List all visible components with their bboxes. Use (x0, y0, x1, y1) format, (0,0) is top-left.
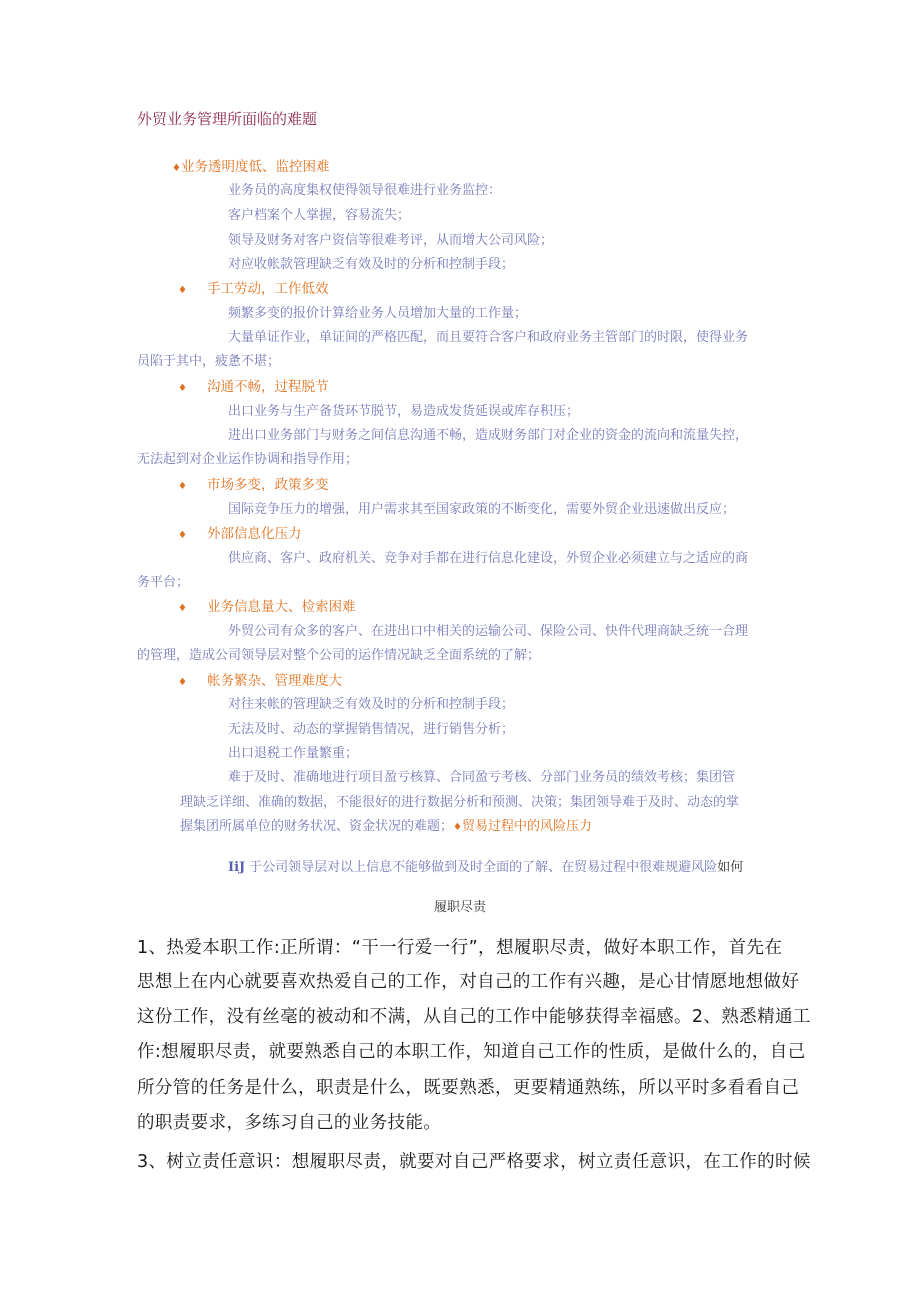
diamond-bullet-icon: ♦ (178, 677, 187, 688)
body-line: 1、热爱本职工作:正所谓：“干一行爱一行”，想履职尽责，做好本职工作，首先在 (137, 938, 783, 958)
section-line: 对应收帐款管理缺乏有效及时的分析和控制手段； (228, 257, 515, 272)
diamond-bullet-icon: ♦ (178, 603, 187, 614)
body-line: 的职责要求，多练习自己的业务技能。 (137, 1113, 442, 1133)
section-line: 无法及时、动态的掌握销售情况，进行销售分析； (228, 722, 515, 737)
section-heading (178, 525, 301, 545)
section-line: 理缺乏详细、准确的数据，不能很好的进行数据分析和预测、决策；集团领导难于及时、动态的掌 (180, 795, 740, 810)
body-line: 所分管的任务是什么，职责是什么，既要熟悉，更要精通熟练，所以平时多看看自己 (137, 1078, 800, 1098)
risk-line-prefix: IiJ (228, 860, 246, 875)
section-heading-text: 市场多变，政策多变 (206, 477, 329, 493)
risk-line-suffix: 如何 (717, 860, 744, 875)
body-line: 这份工作，没有丝毫的被动和不满，从自己的工作中能够获得幸福感。2、熟悉精通工 (137, 1007, 811, 1027)
section-line: 客户档案个人掌握，容易流失； (228, 208, 411, 223)
section-line: 业务员的高度集权使得领导很难进行业务监控： (228, 183, 502, 198)
section-heading (178, 598, 355, 618)
body-line: 思想上在内心就要喜欢热爱自己的工作，对自己的工作有兴趣，是心甘情愿地想做好 (137, 972, 800, 992)
section-line: 务平台； (137, 575, 190, 590)
section-line: 进出口业务部门与财务之间信息沟通不畅，造成财务部门对企业的资金的流向和流量失控， (228, 428, 749, 443)
section-heading (178, 672, 342, 692)
body-line: 作:想履职尽责，就要熟悉自己的本职工作，知道自己工作的性质，是做什么的，自己 (137, 1042, 806, 1062)
diamond-bullet-icon: ♦ (178, 530, 187, 541)
page-title: 外贸业务管理所面临的难题 (137, 110, 318, 128)
section-line: 供应商、客户、政府机关、竞争对手都在进行信息化建设，外贸企业必须建立与之适应的商 (228, 551, 749, 566)
section-heading-text: 业务透明度低、监控困难 (180, 159, 330, 175)
section-heading (178, 280, 328, 300)
section-line: 大量单证作业，单证间的严格匹配，而且要符合客户和政府业务主管部门的时限，使得业务 (228, 330, 749, 345)
body-line: 3、树立责任意识：想履职尽责，就要对自己严格要求，树立责任意识，在工作的时候 (137, 1152, 811, 1172)
section-heading-text: 手工劳动，工作低效 (206, 281, 329, 297)
risk-line-text: 于公司领导层对以上信息不能够做到及时全面的了解、在贸易过程中很难规避风险 (249, 860, 718, 875)
section-line: 领导及财务对客户资信等很难考评，从而增大公司风险； (228, 233, 554, 248)
diamond-bullet-icon: ♦ (178, 481, 187, 492)
section-heading-text: 外部信息化压力 (206, 526, 302, 542)
section-line: 对往来帐的管理缺乏有效及时的分析和控制手段； (228, 697, 515, 712)
section-line (180, 818, 592, 837)
section-heading-text: 业务信息量大、检索困难 (206, 599, 356, 615)
section-line: 出口业务与生产备货环节脱节，易造成发货延误或库存积压； (228, 404, 580, 419)
section-heading (178, 378, 328, 398)
duty-title: 履职尽责 (433, 900, 486, 915)
section-line: 无法起到对企业运作协调和指导作用； (137, 452, 359, 467)
section-line: 的管理，造成公司领导层对整个公司的运作情况缺乏全面系统的了解； (137, 648, 541, 663)
risk-line (228, 856, 743, 875)
diamond-bullet-icon: ♦ (178, 383, 187, 394)
section-line-text: 握集团所属单位的财务状况、资金状况的难题； (180, 819, 454, 834)
section-line: 外贸公司有众多的客户、在进出口中相关的运输公司、保险公司、快件代理商缺乏统一合理 (228, 624, 749, 639)
diamond-bullet-icon: ♦ (172, 163, 181, 174)
section-line: 员陷于其中，疲惫不堪； (137, 354, 281, 369)
section-line: 出口退税工作量繁重； (228, 746, 359, 761)
risk-heading: 贸易过程中的风险压力 (461, 819, 592, 834)
section-line: 国际竞争压力的增强，用户需求其至国家政策的不断变化，需要外贸企业迅速做出反应； (228, 502, 736, 517)
section-heading (178, 476, 328, 496)
section-heading (172, 158, 329, 178)
section-heading-text: 沟通不畅，过程脱节 (206, 379, 329, 395)
section-line: 难于及时、准确地进行项目盈亏核算、合同盈亏考核、分部门业务员的绩效考核；集团管 (228, 770, 736, 785)
diamond-bullet-icon: ♦ (453, 822, 462, 833)
diamond-bullet-icon: ♦ (178, 285, 187, 296)
section-heading-text: 帐务繁杂、管理难度大 (206, 673, 342, 689)
section-line: 频繁多变的报价计算给业务人员增加大量的工作量； (228, 306, 528, 321)
